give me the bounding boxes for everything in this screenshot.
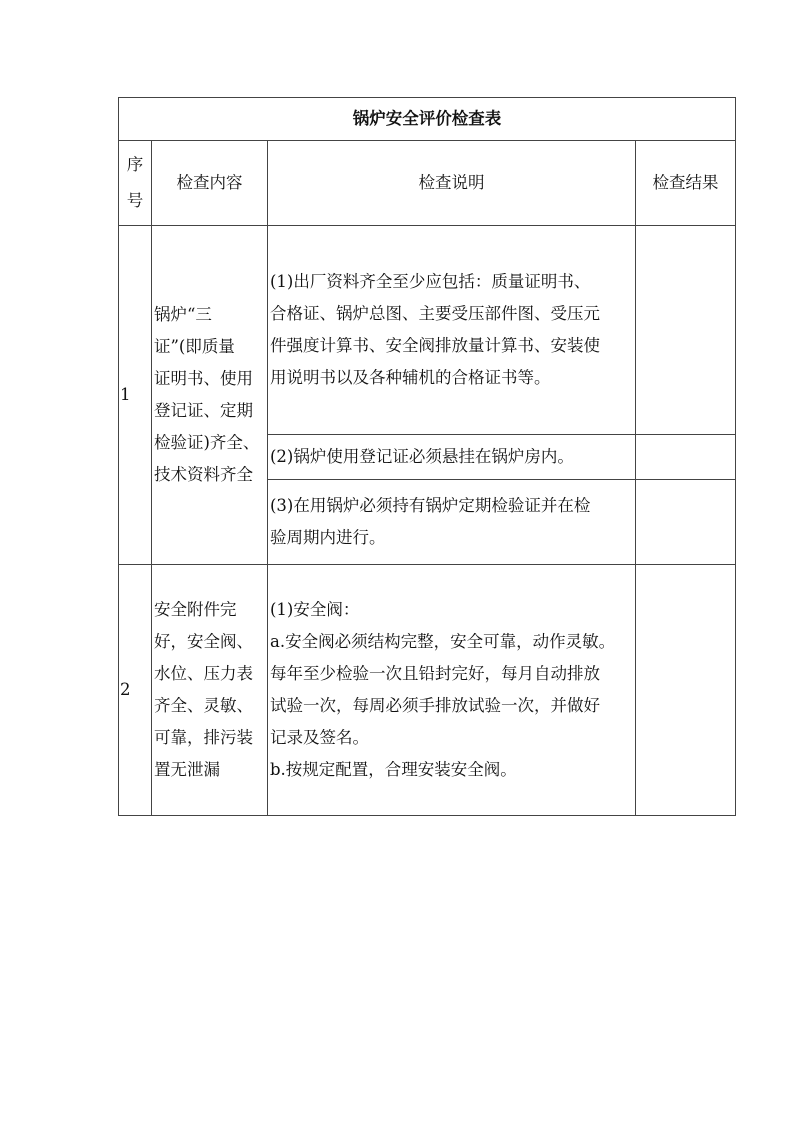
header-check-description: 检查说明 bbox=[268, 141, 636, 226]
row-1-item-2-description bbox=[268, 435, 636, 480]
row-2-content-line: 齐全、灵敏、 bbox=[154, 696, 253, 715]
row-2-content bbox=[152, 565, 268, 816]
row-2-content-line: 可靠，排污装 bbox=[154, 728, 253, 747]
boiler-safety-checklist-table bbox=[118, 97, 736, 816]
row-1-content-line: 证”(即质量 bbox=[154, 337, 235, 356]
row-1-content-line: 技术资料齐全 bbox=[154, 465, 253, 484]
description-line: 验周期内进行。 bbox=[270, 528, 386, 547]
row-1-content-line: 锅炉“三 bbox=[154, 305, 212, 324]
description-line: b.按规定配置，合理安装安全阀。 bbox=[270, 760, 517, 779]
row-1-item-1-result[interactable] bbox=[636, 226, 736, 435]
header-serial-line-2: 号 bbox=[126, 191, 144, 210]
header-row bbox=[119, 141, 736, 226]
description-line: 每年至少检验一次且铅封完好，每月自动排放 bbox=[270, 664, 600, 683]
row-2-item-1-result[interactable] bbox=[636, 565, 736, 816]
row-1-item-3-description bbox=[268, 480, 636, 565]
description-line: (1)出厂资料齐全至少应包括：质量证明书、 bbox=[270, 272, 591, 291]
row-2-item-1-description bbox=[268, 565, 636, 816]
table-row bbox=[119, 226, 736, 435]
row-1-content bbox=[152, 226, 268, 565]
row-1-item-3-result[interactable] bbox=[636, 480, 736, 565]
row-1-item-1-description bbox=[268, 226, 636, 435]
row-2-content-line: 置无泄漏 bbox=[154, 760, 220, 779]
header-serial-number bbox=[119, 141, 152, 226]
description-line: 试验一次，每周必须手排放试验一次，并做好 bbox=[270, 696, 600, 715]
description-line: (2)锅炉使用登记证必须悬挂在锅炉房内。 bbox=[270, 447, 574, 466]
description-line: (3)在用锅炉必须持有锅炉定期检验证并在检 bbox=[270, 496, 591, 515]
row-2-content-line: 水位、压力表 bbox=[154, 664, 253, 683]
description-line: 合格证、锅炉总图、主要受压部件图、受压元 bbox=[270, 304, 600, 323]
description-line: a.安全阀必须结构完整，安全可靠，动作灵敏。 bbox=[270, 632, 616, 651]
header-serial-line-1: 序 bbox=[126, 155, 144, 174]
description-line: 用说明书以及各种辅机的合格证书等。 bbox=[270, 368, 551, 387]
row-2-content-line: 好，安全阀、 bbox=[154, 632, 253, 651]
description-line: 记录及签名。 bbox=[270, 728, 369, 747]
row-1-content-line: 检验证)齐全、 bbox=[154, 433, 260, 452]
row-1-content-line: 证明书、使用 bbox=[154, 369, 253, 388]
table-title: 锅炉安全评价检查表 bbox=[119, 98, 736, 141]
row-1-number: 1 bbox=[119, 226, 152, 565]
header-check-content: 检查内容 bbox=[152, 141, 268, 226]
row-2-content-line: 安全附件完 bbox=[154, 600, 237, 619]
row-1-content-line: 登记证、定期 bbox=[154, 401, 253, 420]
row-1-item-2-result[interactable] bbox=[636, 435, 736, 480]
table-title-row bbox=[119, 98, 736, 141]
row-2-number: 2 bbox=[119, 565, 152, 816]
description-line: 件强度计算书、安全阀排放量计算书、安装使 bbox=[270, 336, 600, 355]
description-line: (1)安全阀： bbox=[270, 600, 360, 619]
header-check-result: 检查结果 bbox=[636, 141, 736, 226]
table-row bbox=[119, 565, 736, 816]
